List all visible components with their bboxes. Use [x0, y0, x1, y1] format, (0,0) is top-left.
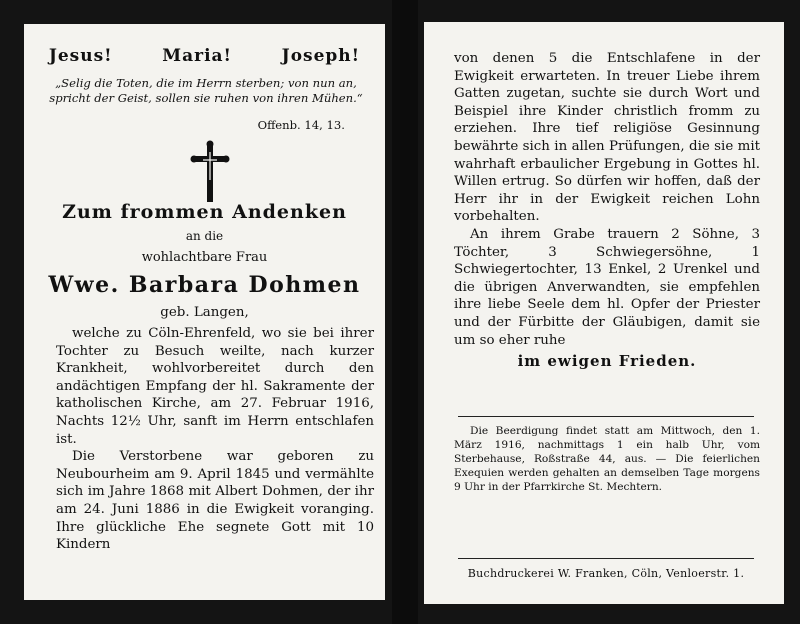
deceased-name: Wwe. Barbara Dohmen — [48, 272, 361, 298]
invocation-joseph: Joseph! — [281, 46, 361, 66]
card-fold — [392, 0, 418, 624]
printer-imprint: Buchdruckerei W. Franken, Cöln, Venloerstr. 1. — [467, 567, 745, 580]
closing-line: im ewigen Frieden. — [517, 352, 697, 371]
invocation-maria: Maria! — [162, 46, 233, 66]
quote-source: Offenb. 14, 13. — [257, 118, 345, 132]
left-paragraph-1: welche zu Cöln-Ehrenfeld, wo sie bei ihrer Tochter zu Besuch weilte, nach kurzer Krankheit, wohlvorbereitet durch den andächtigen Empfang der hl. Sakramente der katholischen Kirche, am 27. Februar 1916, Nachts 12½ Uhr, sanft im Herrn entschlafen ist. — [56, 326, 374, 447]
funeral-notice-text: Die Beerdigung findet statt am Mittwoch, den 1. März 1916, nachmittags 1 ein halb Uhr, vom Sterbehause, Roßstraße 44, aus. — Die feierlichen Exequien werden gehalten an demselben Tage morgens 9 Uhr in der Pfarrkirche St. Mechtern. — [454, 425, 760, 493]
an-die-text: an die — [185, 229, 224, 243]
left-body — [56, 325, 374, 554]
right-body — [454, 50, 760, 371]
right-page — [424, 22, 784, 604]
born-name-text: geb. Langen, — [160, 305, 249, 320]
memorial-title: Zum frommen Andenken — [62, 201, 347, 223]
invocation-line — [24, 46, 385, 66]
funeral-notice — [454, 424, 760, 494]
right-paragraph-1: von denen 5 die Entschlafene in der Ewigkeit erwarteten. In treuer Liebe ihrem Gatten zugetan, suchte sie durch Wort und Beispiel ihre Kinder christlich fromm zu erziehen. Ihre tief religiöse Gesinnung bewährte sich in allen Prüfungen, die sie mit wahrhaft erbaulicher Ergebung in Gottes hl. Willen ertrug. So dürfen wir hoffen, daß der Herr ihr in der Ewigkeit reichen Lohn vorbehalten. — [454, 51, 760, 225]
right-paragraph-2: An ihrem Grabe trauern 2 Söhne, 3 Töchter, 3 Schwiegersöhne, 1 Schwiegertochter, 13 Enkel, 2 Urenkel und die übrigen Anverwandten, sie empfehlen ihre liebe Seele dem hl. Opfer der Priester und der Fürbitte der Gläubigen, damit sie um so eher ruhe — [454, 226, 760, 348]
invocation-jesus: Jesus! — [48, 46, 113, 66]
left-page — [24, 24, 385, 600]
divider-top — [458, 416, 754, 417]
left-paragraph-2: Die Verstorbene war geboren zu Neubourheim am 9. April 1845 und vermählte sich im Jahre 1868 mit Albert Dohmen, der ihr am 24. Juni 1886 in die Ewigkeit voranging. Ihre glückliche Ehe segnete Gott mit 10 Kindern — [56, 449, 374, 553]
bible-quote: „Selig die Toten, die im Herrn sterben; von nun an, spricht der Geist, sollen sie ruhen von ihren Mühen.“ — [49, 76, 363, 105]
born-name — [24, 305, 385, 320]
divider-bottom — [458, 558, 754, 559]
honorific-text: wohlachtbare Frau — [141, 250, 268, 265]
crucifix-icon — [190, 140, 230, 204]
